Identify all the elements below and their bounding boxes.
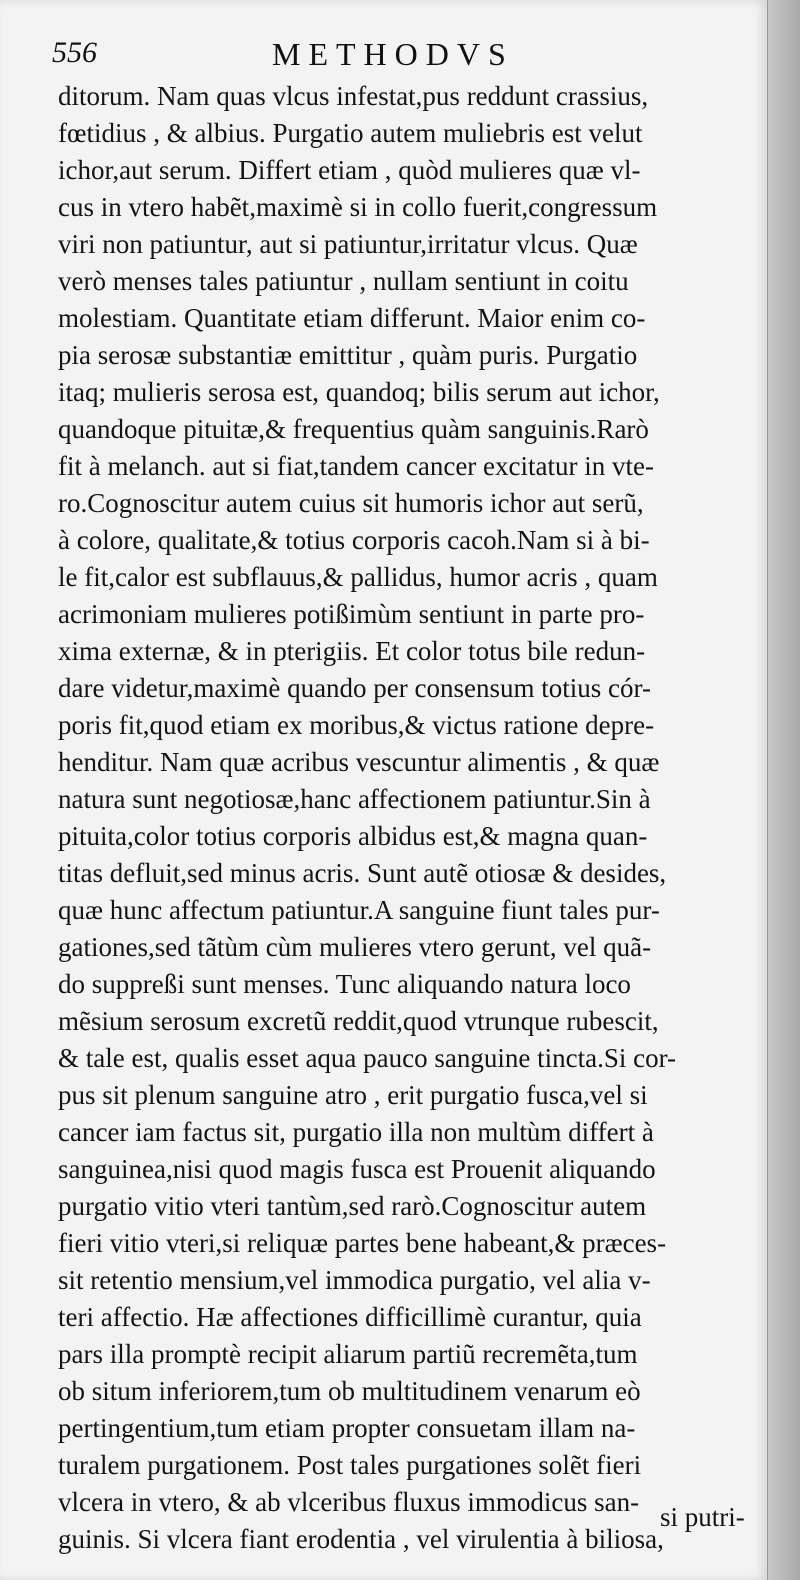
text-line: teri affectio. Hæ affectiones difficillimè curantur, quia (58, 1302, 642, 1332)
text-line: gationes,sed tãtùm cùm mulieres vtero gerunt, vel quã- (58, 932, 652, 962)
text-line: do suppreßi sunt menses. Tunc aliquando natura loco (58, 969, 631, 999)
text-line: cancer iam factus sit, purgatio illa non multùm differt à (58, 1117, 654, 1147)
text-line: poris fit,quod etiam ex moribus,& victus ratione depre- (58, 710, 655, 740)
text-line: ob situm inferiorem,tum ob multitudinem venarum eò (58, 1376, 641, 1406)
text-line: dare videtur,maximè quando per consensum totius cór- (58, 673, 651, 703)
text-line: sanguinea,nisi quod magis fusca est Prouenit aliquando (58, 1154, 656, 1184)
text-line: pertingentium,tum etiam propter consuetam illam na- (58, 1413, 636, 1443)
page-edge (767, 0, 800, 1580)
text-line: fœtidius , & albius. Purgatio autem muliebris est velut (58, 118, 643, 148)
text-line: ro.Cognoscitur autem cuius sit humoris ichor aut serũ, (58, 488, 644, 518)
page-header (52, 36, 752, 76)
text-line: pituita,color totius corporis albidus est,& magna quan- (58, 821, 648, 851)
text-line: itaq; mulieris serosa est, quandoq; bilis serum aut ichor, (58, 377, 660, 407)
text-line: molestiam. Quantitate etiam differunt. Maior enim co- (58, 303, 646, 333)
text-line: vlcera in vtero, & ab vlceribus fluxus immodicus san- (58, 1487, 640, 1517)
text-line: le fit,calor est subflauus,& pallidus, humor acris , quam (58, 562, 658, 592)
text-line: purgatio vitio vteri tantùm,sed rarò.Cognoscitur autem (58, 1191, 647, 1221)
text-line: fieri vitio vteri,si reliquæ partes bene habeant,& præces- (58, 1228, 667, 1258)
text-line: à colore, qualitate,& totius corporis cacoh.Nam si à bi- (58, 525, 650, 555)
text-line: & tale est, qualis esset aqua pauco sanguine tincta.Si cor- (58, 1043, 677, 1073)
text-line: guinis. Si vlcera fiant erodentia , vel virulentia à biliosa, (58, 1524, 664, 1554)
text-line: mẽsium serosum excretũ reddit,quod vtrunque rubescit, (58, 1006, 659, 1036)
text-line: pus sit plenum sanguine atro , erit purgatio fusca,vel si (58, 1080, 648, 1110)
text-line: cus in vtero habẽt,maximè si in collo fuerit,congressum (58, 192, 658, 222)
text-line: verò menses tales patiuntur , nullam sentiunt in coitu (58, 266, 629, 296)
text-line: pia serosæ substantiæ emittitur , quàm puris. Purgatio (58, 340, 638, 370)
text-line: henditur. Nam quæ acribus vescuntur alimentis , & quæ (58, 747, 660, 777)
text-line: titas defluit,sed minus acris. Sunt autẽ otiosæ & desides, (58, 858, 667, 888)
catchword: si putri- (660, 1502, 745, 1532)
text-line: ditorum. Nam quas vlcus infestat,pus reddunt crassius, (58, 81, 649, 111)
text-line: natura sunt negotiosæ,hanc affectionem patiuntur.Sin à (58, 784, 651, 814)
text-line: xima externæ, & in pterigiis. Et color totus bile redun- (58, 636, 646, 666)
text-line: pars illa promptè recipit aliarum partiũ recremẽta,tum (58, 1339, 638, 1369)
text-line: viri non patiuntur, aut si patiuntur,irritatur vlcus. Quæ (58, 229, 638, 259)
text-line: turalem purgationem. Post tales purgationes solẽt fieri (58, 1450, 642, 1480)
text-line: quæ hunc affectum patiuntur.A sanguine fiunt tales pur- (58, 895, 660, 925)
text-line: ichor,aut serum. Differt etiam , quòd mulieres quæ vl- (58, 155, 641, 185)
running-head: METHODVS (272, 36, 514, 72)
body-text (58, 78, 766, 1558)
text-line: sit retentio mensium,vel immodica purgatio, vel alia v- (58, 1265, 651, 1295)
text-line: quandoque pituitæ,& frequentius quàm sanguinis.Rarò (58, 414, 649, 444)
text-line: fit à melanch. aut si fiat,tandem cancer excitatur in vte- (58, 451, 654, 481)
text-line: acrimoniam mulieres potißimùm sentiunt in parte pro- (58, 599, 645, 629)
folio-number: 556 (52, 36, 97, 69)
